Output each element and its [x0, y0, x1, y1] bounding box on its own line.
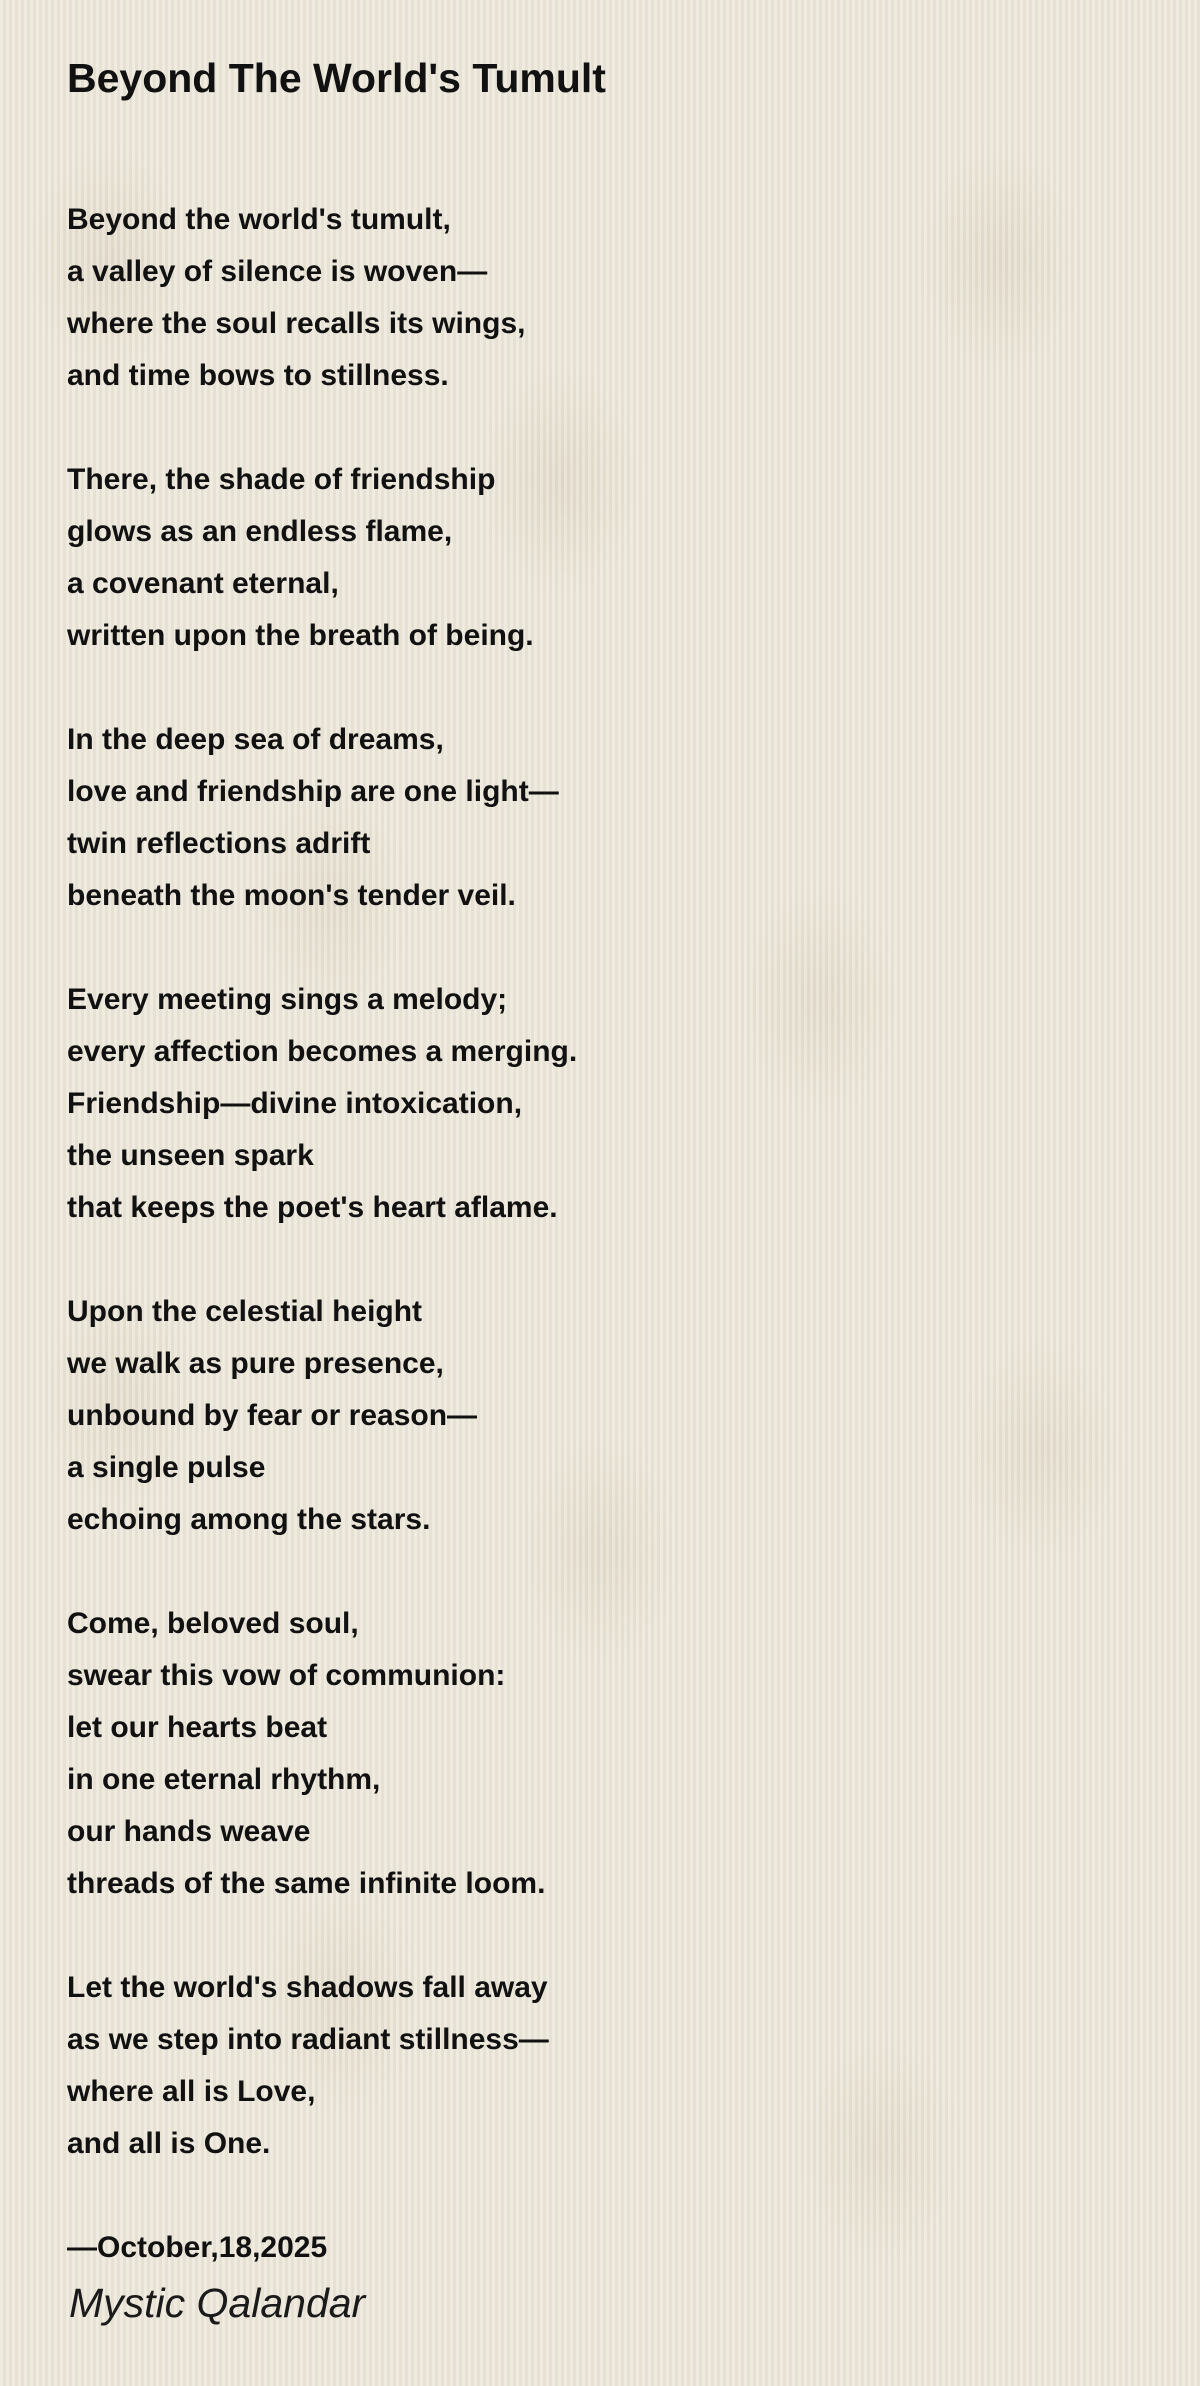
poem-line: There, the shade of friendship [67, 463, 496, 496]
poem-line: a single pulse [67, 1451, 266, 1484]
poem-title: Beyond The World's Tumult [67, 55, 606, 101]
poem-line: a valley of silence is woven— [67, 255, 488, 288]
poem-line: Let the world's shadows fall away [67, 1971, 548, 2004]
poem-line: threads of the same infinite loom. [67, 1867, 546, 1900]
poem-line: echoing among the stars. [67, 1503, 431, 1536]
poem-body [67, 194, 1147, 2274]
poem-line: twin reflections adrift [67, 827, 371, 860]
poem-container [67, 48, 1147, 2274]
stanza-break [67, 1234, 1147, 1286]
stanza-break [67, 922, 1147, 974]
poem-line: Friendship—divine intoxication, [67, 1087, 523, 1120]
stanza-break [67, 2170, 1147, 2222]
poem-line: where the soul recalls its wings, [67, 307, 526, 340]
poem-line: the unseen spark [67, 1139, 314, 1172]
poem-line: that keeps the poet's heart aflame. [67, 1191, 558, 1224]
poem-line: and all is One. [67, 2127, 271, 2160]
poem-line: a covenant eternal, [67, 567, 339, 600]
poem-line: swear this vow of communion: [67, 1659, 506, 1692]
poem-line: Come, beloved soul, [67, 1607, 359, 1640]
poem-line: every affection becomes a merging. [67, 1035, 578, 1068]
poem-line: Beyond the world's tumult, [67, 203, 451, 236]
poem-line: glows as an endless flame, [67, 515, 453, 548]
stanza-break [67, 662, 1147, 714]
poem-line: and time bows to stillness. [67, 359, 449, 392]
poem-line: in one eternal rhythm, [67, 1763, 381, 1796]
poem-line: beneath the moon's tender veil. [67, 879, 516, 912]
stanza-break [67, 1910, 1147, 1962]
poem-line: as we step into radiant stillness— [67, 2023, 549, 2056]
poem-line: where all is Love, [67, 2075, 316, 2108]
stanza-break [67, 1546, 1147, 1598]
poem-line: we walk as pure presence, [67, 1347, 444, 1380]
poem-line: unbound by fear or reason— [67, 1399, 478, 1432]
poem-line: written upon the breath of being. [67, 619, 534, 652]
poem-line: our hands weave [67, 1815, 311, 1848]
poem-line: love and friendship are one light— [67, 775, 559, 808]
poem-line: Upon the celestial height [67, 1295, 423, 1328]
poem-date: —October,18,2025 [67, 2231, 328, 2264]
stanza-break [67, 402, 1147, 454]
poem-line: In the deep sea of dreams, [67, 723, 444, 756]
poem-line: Every meeting sings a melody; [67, 983, 508, 1016]
poem-line: let our hearts beat [67, 1711, 328, 1744]
poem-author: Mystic Qalandar [69, 2280, 366, 2326]
